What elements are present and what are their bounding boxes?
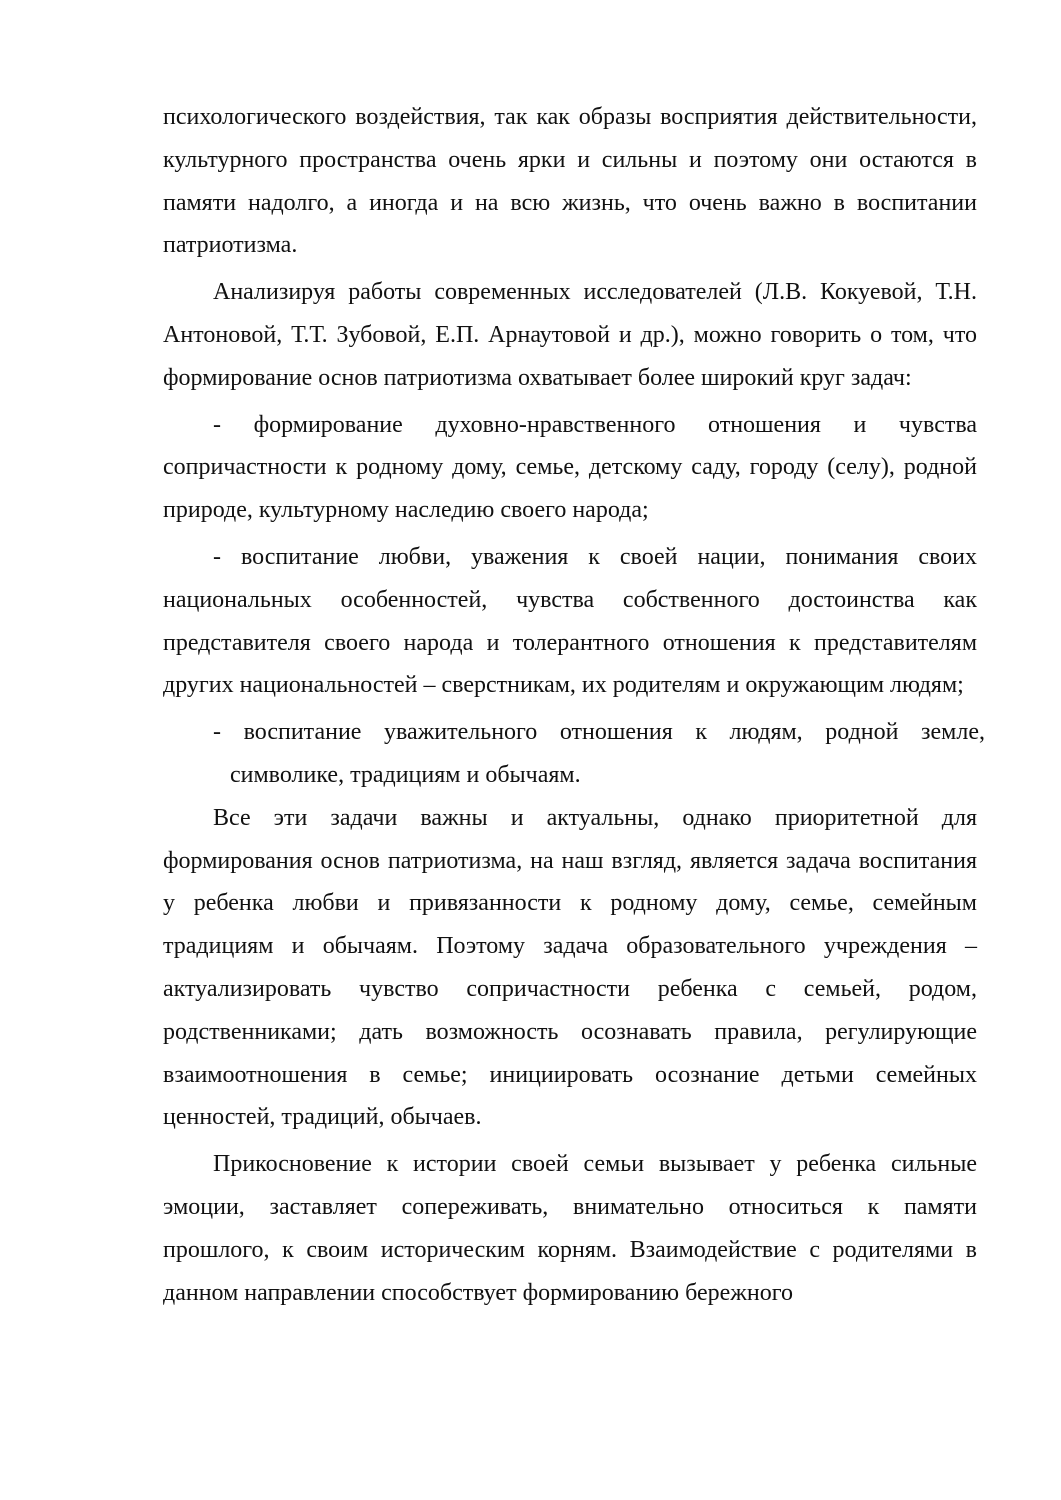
paragraph-researchers: Анализируя работы современных исследователей (Л.В. Кокуевой, Т.Н. Антоновой, Т.Т. Зубовой, Е.П. Арнаутовой и др.), можно говорить о том, что формирование основ патриотизма охватывает более широкий круг задач:	[163, 279, 977, 391]
list-item-spiritual: - формирование духовно-нравственного отношения и чувства сопричастности к родному дому, семье, детскому саду, городу (селу), родной природе, культурному наследию своего народа;	[163, 411, 977, 524]
paragraph-continuation: психологического воздействия, так как образы восприятия действительности, культурного пространства очень ярки и сильны и поэтому они остаются в памяти надолго, а иногда и на всю жизнь, что очень важно в воспитании патриотизма.	[163, 104, 977, 259]
document-page	[163, 96, 985, 1314]
paragraph-family-history: Прикосновение к истории своей семьи вызывает у ребенка сильные эмоции, заставляет сопереживать, внимательно относиться к памяти прошлого, к своим историческим корням. Взаимодействие с родителями в данном направлении способствует формированию бережного	[163, 1151, 977, 1306]
list-item-respect: - воспитание уважительного отношения к людям, родной земле, символике, традициям и обычаям.	[213, 719, 985, 788]
list-item-nation: - воспитание любви, уважения к своей нации, понимания своих национальных особенностей, чувства собственного достоинства как представителя своего народа и толерантного отношения к представителям других национальностей – сверстникам, их родителям и окружающим людям;	[163, 543, 977, 699]
paragraph-tasks: Все эти задачи важны и актуальны, однако приоритетной для формирования основ патриотизма, на наш взгляд, является задача воспитания у ребенка любви и привязанности к родному дому, семье, семейным традициям и обычаям. Поэтому задача образовательного учреждения – актуализировать чувство сопричастности ребенка с семьей, родом, родственниками; дать возможность осознавать правила, регулирующие взаимоотношения в семье; инициировать осознание детьми семейных ценностей, традиций, обычаев.	[163, 804, 977, 1131]
